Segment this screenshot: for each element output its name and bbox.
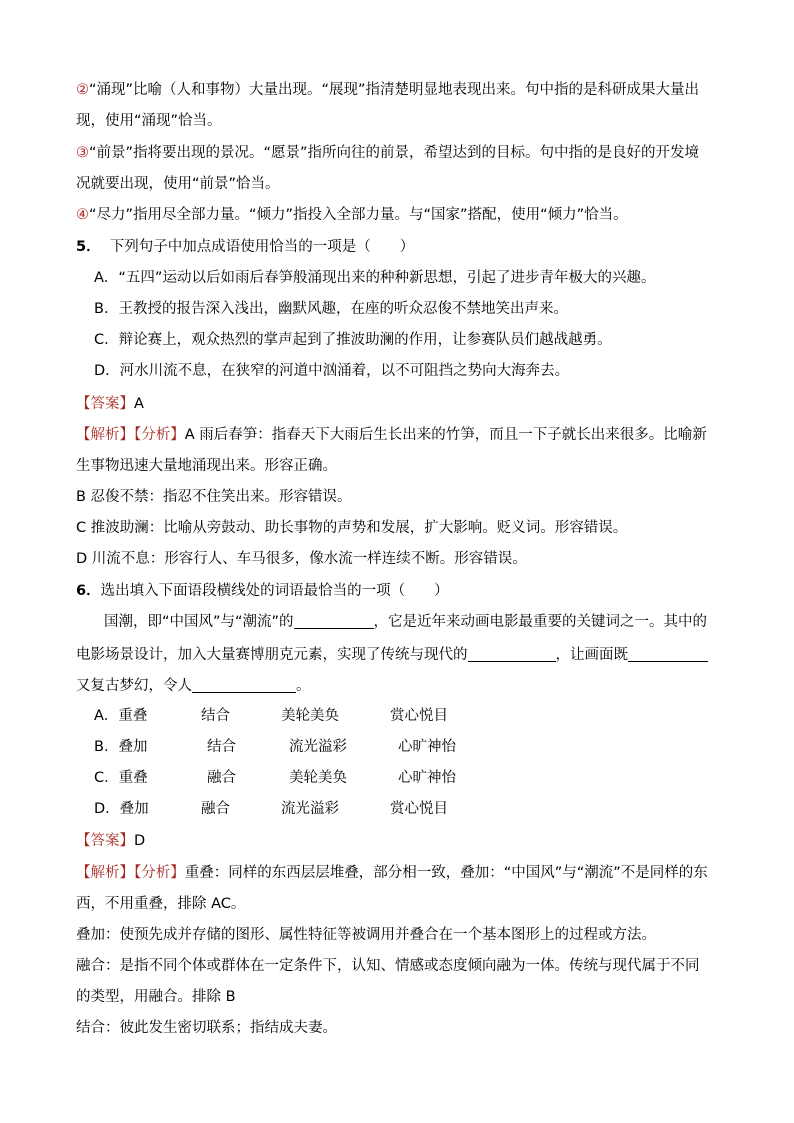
q6-option-b-4: 心旷神怡 [398,739,456,755]
passage-text: ，让画面既 [555,647,628,663]
q6-analysis-6: 结合：彼此发生密切联系；指结成夫妻。 [76,1020,337,1036]
answer-label: 【答案】 [76,396,134,412]
q5-analysis-4: C 推波助澜：比喻从旁鼓动、助长事物的声势和发展，扩大影响。贬义词。形容错误。 [76,520,628,536]
q6-option-a-3: 美轮美奂 [281,708,339,724]
q6-analysis-3: 叠加：使预先成并存储的图形、属性特征等被调用并叠合在一个基本图形上的过程或方法。 [76,927,656,943]
q6-option-d-1: D．叠加 [94,801,149,817]
question-stem: 选出填入下面语段横线处的词语最恰当的一项（ ） [100,583,449,599]
q5-answer [76,394,144,414]
q6-passage-line-2 [76,645,708,665]
q6-option-a-2: 结合 [201,708,230,724]
q6-passage-line-3 [76,676,311,696]
passage-text: 又复古梦幻，令人 [76,678,192,694]
answer-value: A [134,396,144,412]
question-number: 5． [76,239,101,255]
question-5-stem [76,237,414,257]
passage-text: 国潮，即“中国风”与“潮流”的 [104,614,294,630]
blank-1 [294,614,374,629]
analysis-text: 现，使用“涌现”恰当。 [76,113,222,129]
passage-text: ，它是近年来动画电影最重要的关键词之一。其中的 [373,614,708,630]
analysis-text: “涌现”比喻（人和事物）大量出现。“展现”指清楚明显地表现出来。句中指的是科研成果大量出 [89,82,700,98]
passage-text: 。 [296,678,311,694]
blank-2 [468,647,556,662]
q6-option-d-2: 融合 [201,801,230,817]
q5-option-d: D．河水川流不息，在狭窄的河道中汹涌着，以不可阻挡之势向大海奔去。 [94,363,570,379]
q6-option-b-3: 流光溢彩 [289,739,347,755]
analysis-text: “尽力”指用尽全部力量。“倾力”指投入全部力量。与“国家”搭配，使用“倾力”恰当。 [89,207,628,223]
question-stem: 下列句子中加点成语使用恰当的一项是（ ） [109,239,415,255]
q6-option-a-4: 赏心悦目 [390,708,448,724]
q6-option-d-3: 流光溢彩 [281,801,339,817]
blank-4 [192,678,296,693]
analysis-text: 况就要出现，使用“前景”恰当。 [76,176,280,192]
circled-number: ④ [76,207,89,223]
analysis-text: 重叠：同样的东西层层堆叠，部分相一致，叠加：“中国风”与“潮流”不是同样的东 [184,865,708,881]
q6-analysis-1 [76,863,708,883]
q5-analysis-1 [76,425,707,445]
q6-option-a-1: A．重叠 [94,708,148,724]
analysis-text: A 雨后春笋：指春天下大雨后生长出来的竹笋，而且一下子就长出来很多。比喻新 [184,427,707,443]
q6-option-b-2: 结合 [207,739,236,755]
q6-option-d-4: 赏心悦目 [390,801,448,817]
q6-option-c-4: 心旷神怡 [398,770,456,786]
q6-passage-line-1 [104,612,707,632]
q6-option-b-1: B．叠加 [94,739,148,755]
q6-analysis-2: 西，不用重叠，排除 AC。 [76,896,246,912]
answer-value: D [134,833,146,849]
q6-analysis-4: 融合：是指不同个体或群体在一定条件下，认知、情感或态度倾向融为一体。传统与现代属于不同 [76,958,700,974]
analysis-label: 【解析】【分析】 [76,865,185,881]
q6-option-c-1: C．重叠 [94,770,148,786]
question-6-stem [76,581,449,601]
q5-option-a: A．“五四”运动以后如雨后春笋般涌现出来的种种新思想，引起了进步青年极大的兴趣。 [94,270,656,286]
analysis-text: “前景”指将要出现的景况。“愿景”指所向往的前景，希望达到的目标。句中指的是良好的开发境 [89,145,700,161]
circled-number: ② [76,82,89,98]
blank-3 [628,647,708,662]
q5-analysis-3: B 忍俊不禁：指忍不住笑出来。形容错误。 [76,489,352,505]
answer-label: 【答案】 [76,833,134,849]
q5-option-b: B．王教授的报告深入浅出，幽默风趣，在座的听众忍俊不禁地笑出声来。 [94,301,568,317]
q5-analysis-2: 生事物迅速大量地涌现出来。形容正确。 [76,458,337,474]
analysis-line-4 [76,205,628,225]
q6-analysis-5: 的类型，用融合。排除 B [76,989,236,1005]
analysis-line-2b [76,111,222,131]
q6-option-c-3: 美轮美奂 [289,770,347,786]
analysis-label: 【解析】【分析】 [76,427,185,443]
analysis-line-3 [76,143,699,163]
q5-option-c: C．辩论赛上，观众热烈的掌声起到了推波助澜的作用，让参赛队员们越战越勇。 [94,332,612,348]
question-number: 6． [76,583,101,599]
q5-analysis-5: D 川流不息：形容行人、车马很多，像水流一样连续不断。形容错误。 [76,551,527,567]
passage-text: 电影场景设计，加入大量赛博朋克元素，实现了传统与现代的 [76,647,468,663]
circled-number: ③ [76,145,89,161]
q6-answer [76,831,145,851]
q6-option-c-2: 融合 [207,770,236,786]
analysis-line-3b [76,174,280,194]
analysis-line-2 [76,80,699,100]
